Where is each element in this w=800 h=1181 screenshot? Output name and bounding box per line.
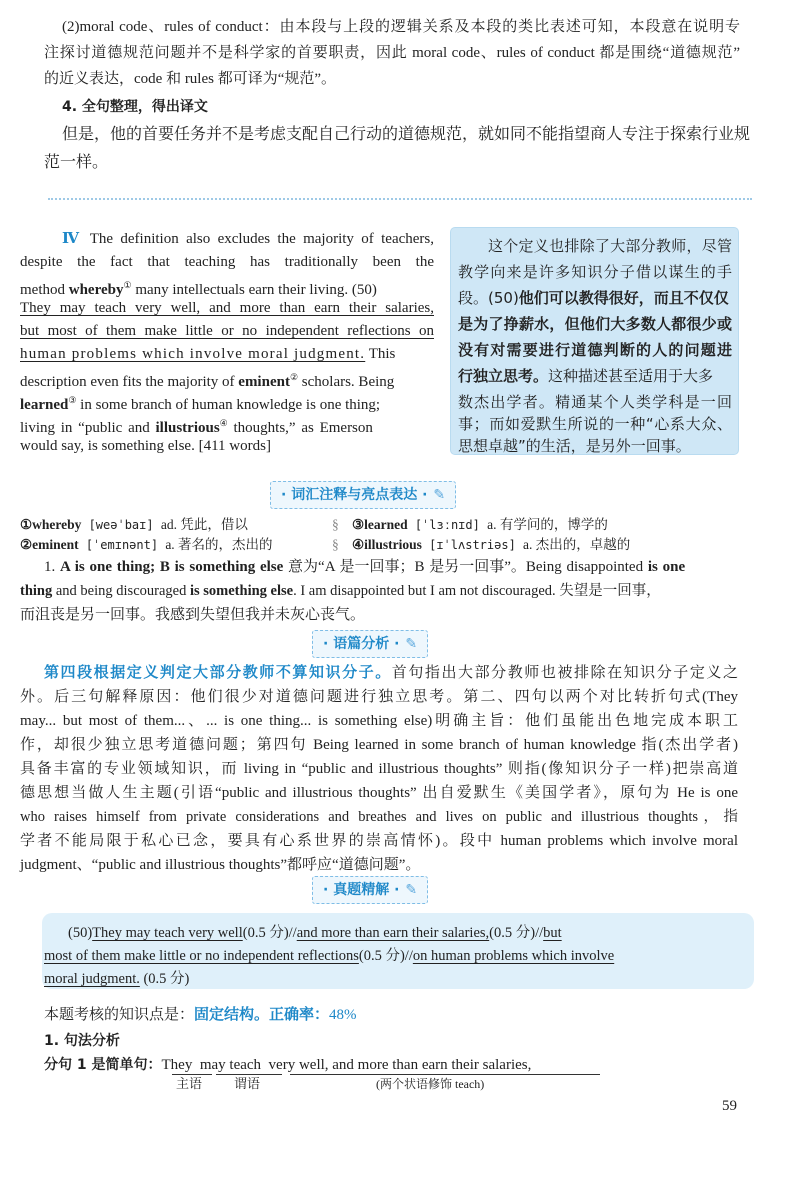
analysis-line: 外。后三句解释原因：他们很少对道德问题进行独立思考。第二、四句以两个对比转折句式(They [20, 689, 738, 705]
pen-icon: ✎ [433, 487, 446, 503]
vocab-item: ①whereby [weəˈbaɪ] ad. 凭此，借以 [20, 517, 248, 532]
passage-line: would say, is something else. [411 words] [20, 438, 271, 454]
vocab-item: ②eminent [ˈemɪnənt] a. 著名的，杰出的 [20, 537, 273, 552]
section-heading: 1. 句法分析 [44, 1033, 120, 1049]
analysis-line: judgment、“public and illustrious thoughts”都呼应“道德问题”。 [20, 857, 421, 873]
vocab-word: learned [20, 397, 69, 413]
grammar-label-adverbial: (两个状语修饰 teach) [376, 1077, 485, 1091]
page-number: 59 [722, 1098, 737, 1114]
section-tag-exam: · 真题精解 · ✎ [312, 876, 428, 904]
exam-line: most of them make little or no independent reflections(0.5 分)//on human problems which involve [44, 948, 615, 964]
note-line: 1. A is one thing; B is something else 意为“A 是一回事；B 是另一回事”。Being disappointed is one [44, 559, 686, 575]
knowledge-point: 本题考核的知识点是：固定结构。正确率：48% [44, 1007, 357, 1023]
passage-line: learned③ in some branch of human knowledge is one thing; [20, 395, 381, 413]
exam-line: moral judgment. (0.5 分) [44, 971, 190, 987]
grammar-label-predicate: 谓语 [234, 1076, 261, 1091]
grammar-line: 分句 1 是简单句：They may teach very well, and more than earn their salaries, [44, 1057, 532, 1073]
passage-line: human problems which involve moral judgment. This [20, 346, 396, 362]
text-line: 注探讨道德规范问题并不是科学家的首要职责，因此 moral code、rules of conduct 都是围绕“道德规范” [44, 45, 740, 61]
grammar-label-subject: 主语 [176, 1076, 203, 1091]
analysis-line: who raises himself from private considerations and breathes and lives on public and illustrious thoughts，指 [20, 809, 738, 825]
passage-line: Ⅳ The definition also excludes the majority of teachers, [62, 231, 434, 247]
vocab-word: illustrious [155, 420, 220, 436]
text-line: 的近义表达，code 和 rules 都可译为“规范”。 [44, 71, 337, 87]
note-line: 而沮丧是另一回事。我感到失望但我并未灰心丧气。 [20, 607, 366, 623]
exam-line: (50)They may teach very well(0.5 分)//and more than earn their salaries,(0.5 分)//but [68, 925, 562, 941]
text-line: 范一样。 [44, 154, 109, 171]
section-heading: 4. 全句整理，得出译文 [62, 99, 208, 115]
passage-line: despite the fact that teaching has traditionally been the [20, 254, 434, 270]
section-tag-analysis: · 语篇分析 · ✎ [312, 630, 428, 658]
passage-line: They may teach very well, and more than earn their salaries, [20, 300, 434, 316]
note-line: thing and being discouraged is something else. I am disappointed but I am not discouraged. 失望是一回事， [20, 583, 661, 599]
pen-icon: ✎ [405, 636, 418, 652]
divider [48, 198, 752, 200]
analysis-line: 作，却很少独立思考道德问题；第四句 Being learned in some branch of human knowledge 指(杰出学者) [20, 737, 738, 753]
text-line: 但是，他的首要任务并不是考虑支配自己行动的道德规范，就如同不能指望商人专注于探索行业规 [62, 126, 751, 143]
section-tag-vocab: · 词汇注释与亮点表达 · ✎ [270, 481, 456, 509]
analysis-line: 德思想当做人生主题(引语“public and illustrious thoughts” 出自爱默生《美国学者》，原句为 He is one [20, 785, 738, 801]
pen-icon: ✎ [405, 882, 418, 898]
vocab-divider: § [332, 517, 339, 532]
vocab-item: ④illustrious [ɪˈlʌstriəs] a. 杰出的，卓越的 [352, 537, 631, 552]
vocab-word: eminent [238, 374, 290, 390]
text-line: (2)moral code、rules of conduct：由本段与上段的逻辑关系及本段的类比表述可知，本段意在说明专 [62, 19, 740, 35]
paragraph-numeral: Ⅳ [62, 231, 83, 247]
analysis-line: 学者不能局限于私心已念，要具有心系世界的崇高情怀)。段中 human problems which involve moral [20, 833, 738, 849]
vocab-word: whereby [68, 282, 124, 298]
passage-line: living in “public and illustrious④ thoughts,” as Emerson [20, 418, 373, 436]
passage-line: but most of them make little or no independent reflections on [20, 323, 434, 339]
analysis-line: 具备丰富的专业领域知识，而 living in “public and illustrious thoughts” 则指(像知识分子一样)把崇高道 [20, 761, 738, 777]
passage-line: description even fits the majority of eminent② scholars. Being [20, 372, 395, 390]
vocab-item: ③learned [ˈlɜːnɪd] a. 有学问的，博学的 [352, 517, 608, 532]
analysis-line: may... but most of them...、... is one thing... is something else)明确主旨：他们虽能出色地完成本职工 [20, 713, 738, 729]
analysis-line: 第四段根据定义判定大部分教师不算知识分子。首句指出大部分教师也被排除在知识分子定义之 [44, 665, 738, 681]
passage-line: method whereby① many intellectuals earn their living. (50) [20, 280, 377, 298]
vocab-divider: § [332, 537, 339, 552]
